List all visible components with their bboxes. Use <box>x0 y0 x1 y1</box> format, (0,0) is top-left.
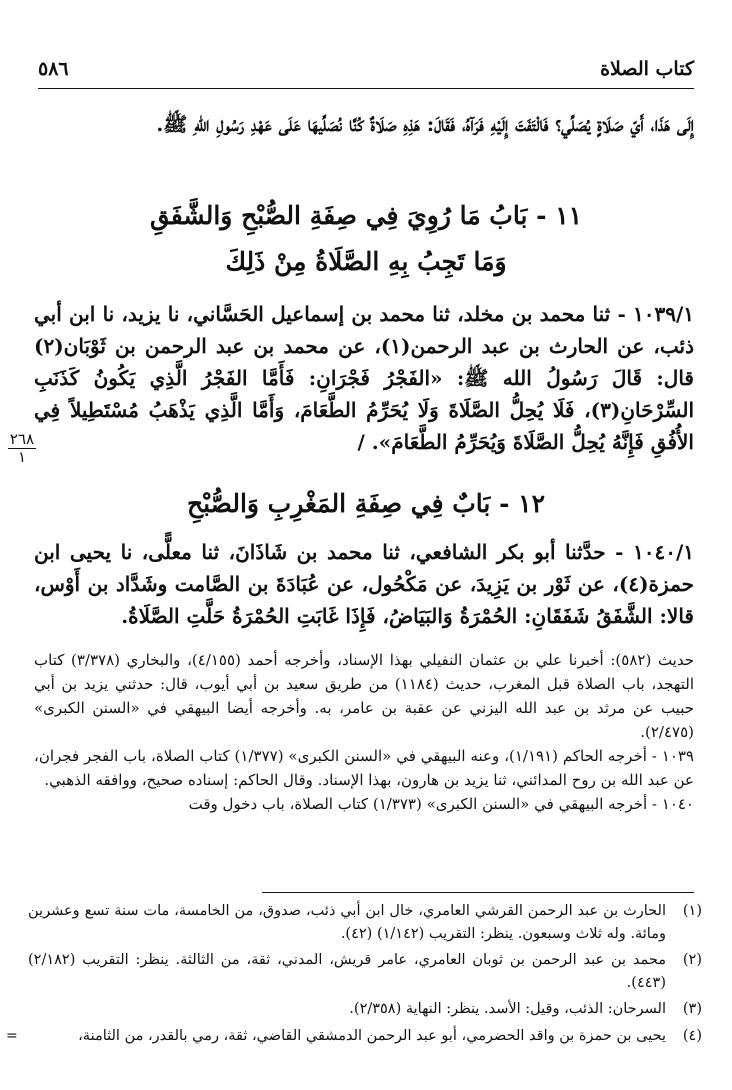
running-title: كتاب الصلاة <box>600 58 694 80</box>
footnote-number: (١) <box>682 903 702 919</box>
folio-side: ١ <box>17 448 27 466</box>
footnote-text: السرحان: الذئب، وقيل: الأسد. ينظر: النهاية (٢/٣٥٨). <box>349 1001 666 1017</box>
page-header <box>38 56 694 84</box>
page-number: ٥٨٦ <box>38 58 69 80</box>
takhrij-notes <box>34 648 694 816</box>
header-rule <box>38 88 694 89</box>
takhrij-note: ١٠٣٩ - أخرجه الحاكم (١/١٩١)، وعنه البيهقي في «السنن الكبرى» (١/٣٧٧) كتاب الصلاة، باب الفجر فجران، عن عبد الله بن روح المدائني، ثنا يزيد بن هارون، بهذا الإسناد. وقال الحاكم: إسناده صحيح، ووافقه الذهبي. <box>34 747 694 789</box>
footnotes <box>28 900 702 1051</box>
footnote-item <box>28 949 702 994</box>
chapter-11-subheading: وَمَا تَجِبُ بِهِ الصَّلَاةُ مِنْ ذَلِكَ <box>225 247 507 276</box>
paragraph-continuation: إِلَى هَذَا، أَيّ صَلَاةٍ يُصَلِّي؟ فَالْتَفَتَ إِلَيْهِ فَرَآهُ، فَقَالَ: هَذِهِ صَلَاةٌ كُنَّا نُصَلِّيهَا عَلَى عَهْدِ رَسُولِ اللهِ ﷺ. <box>156 112 694 136</box>
continuation-mark: = <box>6 1028 18 1044</box>
footnote-rule <box>262 892 694 893</box>
footnote-number: (٢) <box>682 952 702 968</box>
takhrij-note: حديث (٥٨٢): أخبرنا علي بن عثمان النفيلي بهذا الإسناد، وأخرجه أحمد (٤/١٥٥)، والبخاري (٣/٣٧٨) كتاب التهجد، باب الصلاة قبل المغرب، حديث (١١٨٤) من طريق سعيد بن أبي أيوب، قال: حدثني يزيد بن أبي حبيب عن مرثد بن عبد الله اليزني عن عقبة بن عامر، به. وأخرجه أيضا البيهقي في «السنن الكبرى» (٢/٤٧٥). <box>34 651 694 741</box>
manuscript-folio-marker <box>8 432 36 465</box>
footnote-item <box>28 1025 702 1048</box>
chapter-12-heading: ١٢ - بَابٌ فِي صِفَةِ المَغْرِبِ وَالصُّبْحِ <box>186 489 546 518</box>
footnote-text: محمد بن عبد الرحمن بن ثوبان العامري، عامر قريش، المدني، ثقة، من الثالثة. ينظر: التقريب (٢/١٨٢) (٤٤٣). <box>28 952 666 991</box>
footnote-item <box>28 998 702 1021</box>
footnote-text: الحارث بن عبد الرحمن القرشي العامري، خال ابن أبي ذئب، صدوق، من الخامسة، مات سنة تسع وعشرين ومائة. وله ثلاث وسبعون. ينظر: التقريب (١/١٤٢) (٤٢). <box>28 903 666 942</box>
footnote-number: (٤) <box>682 1027 702 1044</box>
chapter-11-heading: ١١ - بَابُ مَا رُوِيَ فِي صِفَةِ الصُّبْحِ وَالشَّفَقِ <box>149 201 583 230</box>
footnote-text: يحيى بن حمزة بن واقد الحضرمي، أبو عبد الرحمن الدمشقي القاضي، ثقة، رمي بالقدر، من الثامنة، <box>78 1027 666 1044</box>
footnote-number: (٣) <box>682 1001 702 1017</box>
takhrij-note: ١٠٤٠ - أخرجه البيهقي في «السنن الكبرى» (١/٣٧٣) كتاب الصلاة، باب دخول وقت <box>188 795 694 813</box>
folio-number: ٢٦٨ <box>9 430 35 448</box>
footnote-item <box>28 900 702 945</box>
hadith-1040: ١٠٤٠/١ - حدَّثنا أبو بكر الشافعي، ثنا محمد بن شَاذَانَ، ثنا معلًّى، نا يحيى ابن حمزة(٤)، عن ثَوْر بن يَزِيدَ، عن مَكْحُول، عن عُبَادَةَ بن الصَّامت وشَدَّاد بن أَوْس، قالا: الشَّفَقُ شَفَقَانِ: الحُمْرَةُ وَالبَيَاضُ، فَإِذَا غَابَتِ الحُمْرَةُ حَلَّتِ الصَّلَاةُ. <box>34 540 694 628</box>
hadith-1039: ١٠٣٩/١ - ثنا محمد بن مخلد، ثنا محمد بن إسماعيل الحَسَّاني، نا يزيد، نا ابن أبي ذئب، عن الحارث بن عبد الرحمن(١)، عن محمد بن عبد الرحمن بن ثَوْبَان(٢) قال: قَالَ رَسُولُ الله ﷺ: «الفَجْرُ فَجْرَانِ: فَأَمَّا الفَجْرُ الَّذِي يَكُونُ كَذَنَبِ السِّرْحَانِ(٣)، فَلَا يُحِلُّ الصَّلَاةَ وَلَا يُحَرِّمُ الطَّعَامَ، وَأَمَّا الَّذِي يَذْهَبُ مُسْتَطِيلاً فِي الأُفُقِ فَإِنَّهُ يُحِلُّ الصَّلَاةَ وَيُحَرِّمُ الطَّعَامَ». / <box>34 302 694 454</box>
